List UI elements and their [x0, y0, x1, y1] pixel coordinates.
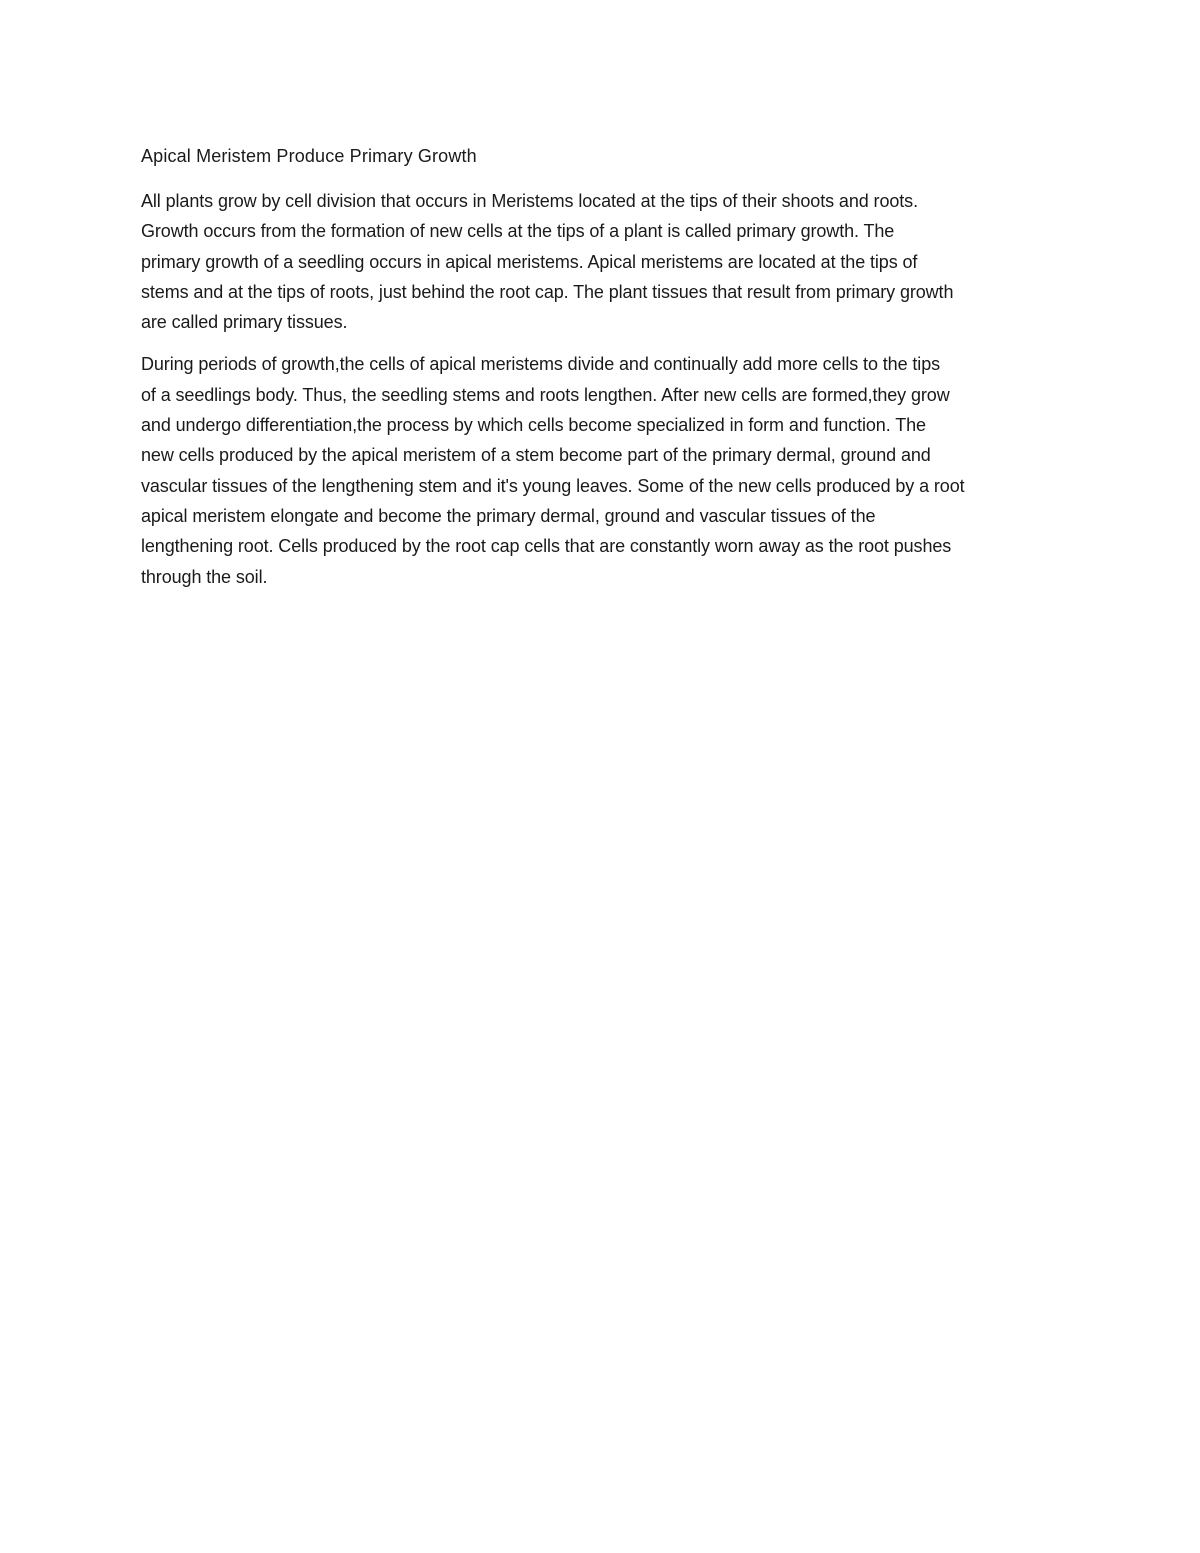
text-line: Growth occurs from the formation of new cells at the tips of a plant is called primary growth. The — [141, 221, 895, 242]
text-line: through the soil. — [141, 566, 268, 587]
document-body — [141, 138, 1066, 604]
text-line: vascular tissues of the lengthening stem and it's young leaves. Some of the new cells produced by a root — [141, 475, 965, 496]
paragraph-2 — [141, 349, 1066, 591]
paragraph-1 — [141, 186, 1066, 337]
text-line: primary growth of a seedling occurs in apical meristems. Apical meristems are located at the tips of — [141, 251, 918, 272]
text-line: lengthening root. Cells produced by the root cap cells that are constantly worn away as the root pushes — [141, 536, 952, 557]
text-line: of a seedlings body. Thus, the seedling stems and roots lengthen. After new cells are formed,they grow — [141, 384, 950, 405]
text-line: new cells produced by the apical meristem of a stem become part of the primary dermal, ground and — [141, 445, 931, 466]
text-line: All plants grow by cell division that occurs in Meristems located at the tips of their shoots and roots. — [141, 191, 918, 211]
text-line: are called primary tissues. — [141, 312, 348, 333]
text-line: apical meristem elongate and become the primary dermal, ground and vascular tissues of the — [141, 505, 876, 526]
text-line: and undergo differentiation,the process by which cells become specialized in form and function. The — [141, 415, 926, 436]
document-title: Apical Meristem Produce Primary Growth — [141, 146, 477, 166]
text-line: During periods of growth,the cells of apical meristems divide and continually add more cells to the tips — [141, 354, 941, 375]
text-line: stems and at the tips of roots, just behind the root cap. The plant tissues that result from primary growth — [141, 281, 954, 302]
